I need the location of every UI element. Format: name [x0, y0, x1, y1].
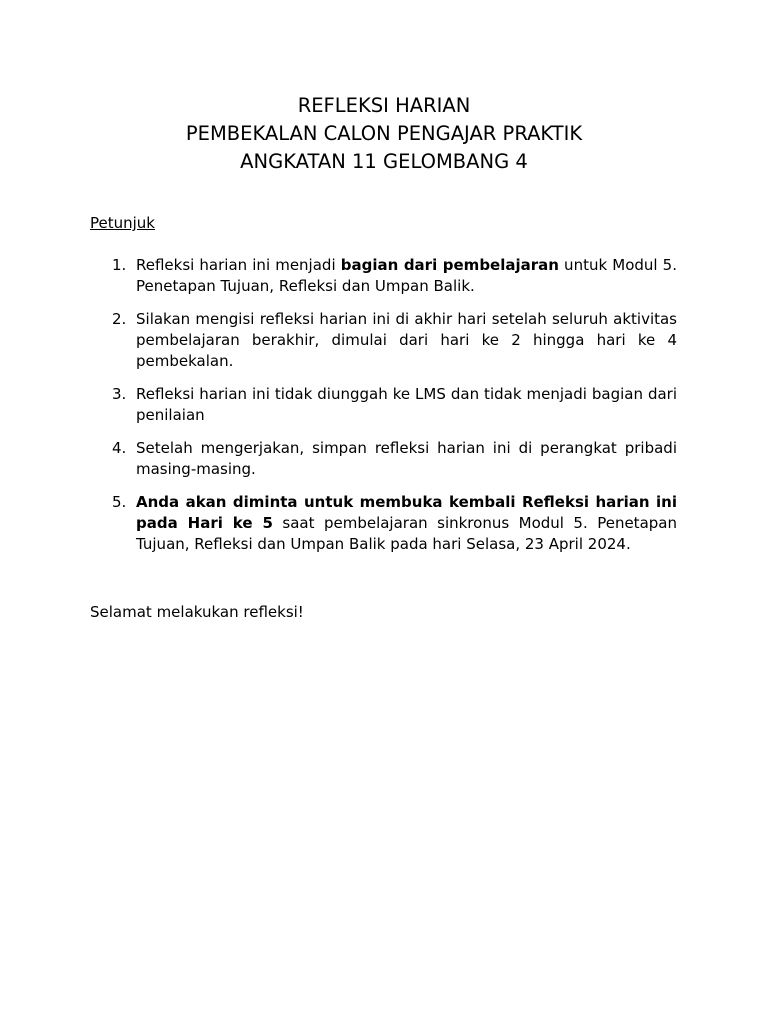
title-line: ANGKATAN 11 GELOMBANG 4: [240, 150, 528, 173]
closing-text: Selamat melakukan refleksi!: [90, 603, 304, 621]
section-label-petunjuk: Petunjuk: [90, 214, 155, 232]
title-line: REFLEKSI HARIAN: [297, 94, 471, 117]
list-item-text: [136, 310, 677, 370]
title-line: PEMBEKALAN CALON PENGAJAR PRAKTIK: [185, 122, 583, 145]
list-item: [90, 255, 677, 297]
list-item-number: 4.: [112, 439, 127, 457]
list-item-text: [136, 256, 677, 295]
list-item-number: 2.: [112, 310, 127, 328]
text-run: untuk Modul 5. Penetapan Tujuan, Refleksi dan Umpan Balik.: [136, 256, 677, 295]
list-item: [90, 384, 677, 426]
list-item: [90, 438, 677, 480]
list-item: [90, 492, 677, 555]
list-item-text: [136, 439, 677, 478]
list-item: [90, 309, 677, 372]
text-run: saat pembelajaran sinkronus Modul 5. Penetapan Tujuan, Refleksi dan Umpan Balik pada hari Selasa, 23 April 2024.: [136, 514, 677, 553]
text-run: Refleksi harian ini tidak diunggah ke LMS dan tidak menjadi bagian dari penilaian: [136, 385, 677, 424]
list-item-text: [136, 493, 677, 553]
list-item-number: 5.: [112, 493, 127, 511]
text-run-bold: bagian dari pembelajaran: [340, 256, 559, 274]
text-run: Setelah mengerjakan, simpan refleksi harian ini di perangkat pribadi masing-masing.: [136, 439, 677, 478]
text-run: Silakan mengisi refleksi harian ini di akhir hari setelah seluruh aktivitas pembelajaran berakhir, dimulai dari hari ke 2 hingga hari ke 4 pembekalan.: [136, 310, 677, 370]
list-item-number: 3.: [112, 385, 127, 403]
list-item-number: 1.: [112, 256, 127, 274]
document-title: [0, 92, 768, 176]
list-item-text: [136, 385, 677, 424]
text-run: Refleksi harian ini menjadi: [136, 256, 341, 274]
text-run-bold: Anda akan diminta untuk membuka kembali Refleksi harian ini pada Hari ke 5: [136, 493, 677, 532]
instructions-list: [90, 255, 677, 555]
